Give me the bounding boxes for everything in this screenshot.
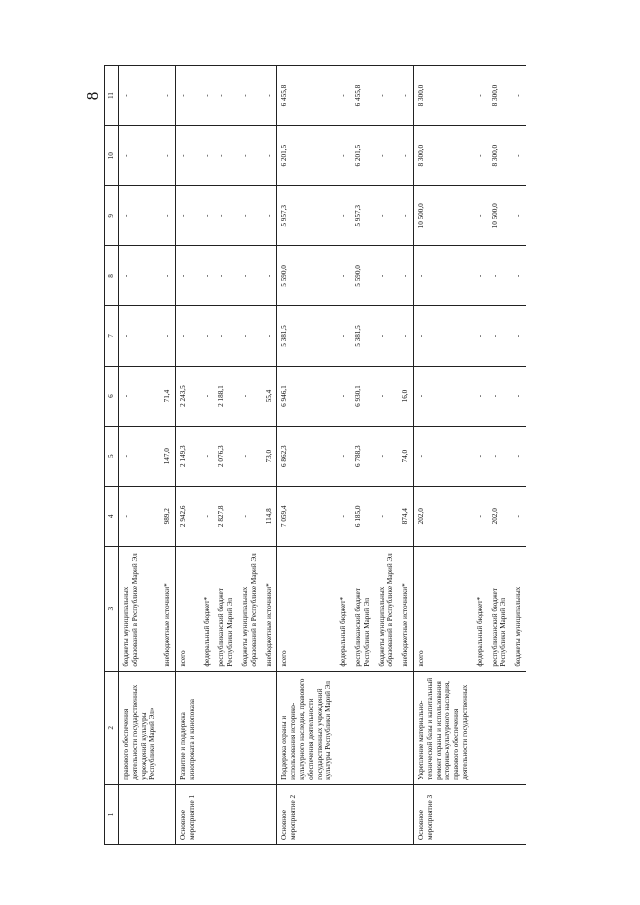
event-name-cell xyxy=(238,671,262,784)
column-header: 3 xyxy=(105,546,119,671)
value-cell: - xyxy=(398,66,413,126)
table-row xyxy=(413,66,472,845)
event-cell xyxy=(473,784,488,844)
table-row xyxy=(262,66,277,845)
value-cell: - xyxy=(511,126,526,186)
value-cell: 10 500,0 xyxy=(413,186,472,246)
value-cell: - xyxy=(175,246,199,306)
value-cell: 2 076,3 xyxy=(214,426,238,486)
value-cell: - xyxy=(488,366,512,426)
value-cell: - xyxy=(160,126,175,186)
funding-source-cell: бюджеты муниципальных образований в Республике Марий Эл xyxy=(119,546,161,671)
event-cell xyxy=(160,784,175,844)
value-cell: 6 930,1 xyxy=(351,366,375,426)
table-row xyxy=(488,66,512,845)
value-cell: - xyxy=(473,366,488,426)
value-cell: - xyxy=(398,306,413,366)
event-cell xyxy=(336,784,351,844)
event-name-cell: правового обеспечения деятельности государственных учреждений культуры Республики Марий Эл» xyxy=(119,671,161,784)
value-cell: - xyxy=(336,246,351,306)
funding-source-cell: всего xyxy=(277,546,336,671)
value-cell: 5 957,3 xyxy=(351,186,375,246)
value-cell: - xyxy=(375,186,399,246)
event-name-cell xyxy=(488,671,512,784)
value-cell: 8 300,0 xyxy=(488,66,512,126)
value-cell: - xyxy=(238,486,262,546)
value-cell: 6 788,3 xyxy=(351,426,375,486)
event-cell xyxy=(238,784,262,844)
column-header: 5 xyxy=(105,426,119,486)
value-cell: 8 300,0 xyxy=(488,126,512,186)
event-name-cell: Поддержка охраны и использования историко-культурного наследия, правового обеспечения деятельности государственных учреждений культуры Республики Марий Эл xyxy=(277,671,336,784)
event-name-cell xyxy=(214,671,238,784)
value-cell: - xyxy=(238,66,262,126)
value-cell: 8 300,0 xyxy=(413,126,472,186)
value-cell: - xyxy=(511,306,526,366)
rotated-table-area xyxy=(104,65,624,845)
value-cell: 874,4 xyxy=(398,486,413,546)
table-row xyxy=(214,66,238,845)
event-cell xyxy=(200,784,215,844)
value-cell: - xyxy=(488,426,512,486)
value-cell: - xyxy=(214,126,238,186)
value-cell: - xyxy=(398,126,413,186)
value-cell: - xyxy=(473,426,488,486)
value-cell: - xyxy=(262,66,277,126)
value-cell: - xyxy=(413,306,472,366)
value-cell: - xyxy=(511,426,526,486)
event-name-cell xyxy=(160,671,175,784)
value-cell: - xyxy=(119,66,161,126)
funding-source-cell: бюджеты муниципальных образований в Республике Марий Эл xyxy=(375,546,399,671)
value-cell: - xyxy=(175,306,199,366)
value-cell: 6 201,5 xyxy=(277,126,336,186)
event-name-cell xyxy=(200,671,215,784)
value-cell: - xyxy=(413,426,472,486)
value-cell: - xyxy=(200,306,215,366)
event-name-cell xyxy=(398,671,413,784)
column-header: 9 xyxy=(105,186,119,246)
value-cell: - xyxy=(336,126,351,186)
value-cell: - xyxy=(200,366,215,426)
funding-source-cell: федеральный бюджет* xyxy=(336,546,351,671)
value-cell: - xyxy=(238,186,262,246)
funding-source-cell: внебюджетные источники* xyxy=(160,546,175,671)
value-cell: - xyxy=(336,366,351,426)
funding-source-cell: республиканский бюджет Республики Марий Эл xyxy=(214,546,238,671)
value-cell: 6 201,5 xyxy=(351,126,375,186)
column-header: 11 xyxy=(105,66,119,126)
value-cell: - xyxy=(473,126,488,186)
value-cell: - xyxy=(214,306,238,366)
value-cell: - xyxy=(119,246,161,306)
value-cell: 7 059,4 xyxy=(277,486,336,546)
value-cell: 16,0 xyxy=(398,366,413,426)
value-cell: - xyxy=(119,366,161,426)
event-name-cell: Развитие и поддержка кинопроката и кинопоказа xyxy=(175,671,199,784)
table-row xyxy=(238,66,262,845)
budget-table xyxy=(104,65,526,845)
column-header: 6 xyxy=(105,366,119,426)
value-cell: 55,4 xyxy=(262,366,277,426)
value-cell: - xyxy=(336,186,351,246)
value-cell: - xyxy=(119,186,161,246)
event-cell xyxy=(488,784,512,844)
event-cell xyxy=(398,784,413,844)
table-row xyxy=(351,66,375,845)
value-cell: 10 500,0 xyxy=(488,186,512,246)
value-cell: 202,0 xyxy=(488,486,512,546)
value-cell: - xyxy=(375,246,399,306)
value-cell: - xyxy=(336,426,351,486)
value-cell: 5 381,5 xyxy=(351,306,375,366)
event-name-cell xyxy=(511,671,526,784)
event-cell xyxy=(511,784,526,844)
column-header: 4 xyxy=(105,486,119,546)
value-cell: 2 827,8 xyxy=(214,486,238,546)
funding-source-cell: бюджеты муниципальных образований в Республике Марий Эл xyxy=(238,546,262,671)
value-cell: - xyxy=(511,366,526,426)
value-cell: - xyxy=(413,246,472,306)
event-name-cell xyxy=(473,671,488,784)
value-cell: - xyxy=(473,66,488,126)
value-cell: 6 455,8 xyxy=(351,66,375,126)
funding-source-cell: внебюджетные источники* xyxy=(398,546,413,671)
column-header: 1 xyxy=(105,784,119,844)
value-cell: - xyxy=(336,66,351,126)
value-cell: - xyxy=(375,366,399,426)
value-cell: 6 862,3 xyxy=(277,426,336,486)
value-cell: 202,0 xyxy=(413,486,472,546)
table-row xyxy=(398,66,413,845)
value-cell: - xyxy=(238,126,262,186)
value-cell: - xyxy=(473,246,488,306)
value-cell: - xyxy=(262,246,277,306)
event-name-cell: Укрепление материально-технической базы и капитальный ремонт охраны и использования историко-культурного наследия, правового обеспечения деятельности государственных xyxy=(413,671,472,784)
event-cell xyxy=(375,784,399,844)
value-cell: 73,0 xyxy=(262,426,277,486)
value-cell: - xyxy=(160,66,175,126)
funding-source-cell: бюджеты муниципальных xyxy=(511,546,526,671)
value-cell: - xyxy=(473,486,488,546)
event-cell: Основное мероприятие 3 xyxy=(413,784,472,844)
value-cell: 2 942,6 xyxy=(175,486,199,546)
value-cell: 71,4 xyxy=(160,366,175,426)
event-cell xyxy=(351,784,375,844)
value-cell: - xyxy=(488,246,512,306)
value-cell: 5 381,5 xyxy=(277,306,336,366)
value-cell: 8 300,0 xyxy=(413,66,472,126)
value-cell: - xyxy=(238,366,262,426)
event-cell xyxy=(119,784,161,844)
value-cell: - xyxy=(119,126,161,186)
table-row xyxy=(119,66,161,845)
table-body xyxy=(119,66,526,845)
page-number: 8 xyxy=(83,91,102,101)
value-cell: - xyxy=(200,66,215,126)
value-cell: - xyxy=(473,186,488,246)
table-row xyxy=(200,66,215,845)
value-cell: 114,8 xyxy=(262,486,277,546)
value-cell: - xyxy=(398,246,413,306)
value-cell: - xyxy=(200,486,215,546)
column-header: 2 xyxy=(105,671,119,784)
table-row xyxy=(277,66,336,845)
funding-source-cell: республиканский бюджет Республики Марий Эл xyxy=(351,546,375,671)
value-cell: - xyxy=(413,366,472,426)
value-cell: 147,0 xyxy=(160,426,175,486)
value-cell: - xyxy=(511,246,526,306)
value-cell: 5 590,0 xyxy=(351,246,375,306)
value-cell: - xyxy=(175,126,199,186)
value-cell: - xyxy=(200,126,215,186)
funding-source-cell: федеральный бюджет* xyxy=(473,546,488,671)
funding-source-cell: всего xyxy=(413,546,472,671)
funding-source-cell: республиканский бюджет Республики Марий Эл xyxy=(488,546,512,671)
value-cell: - xyxy=(375,486,399,546)
value-cell: - xyxy=(200,186,215,246)
table-row xyxy=(175,66,199,845)
value-cell: - xyxy=(488,306,512,366)
value-cell: 989,2 xyxy=(160,486,175,546)
value-cell: - xyxy=(336,486,351,546)
value-cell: - xyxy=(262,186,277,246)
value-cell: - xyxy=(160,186,175,246)
value-cell: - xyxy=(511,66,526,126)
value-cell: - xyxy=(175,186,199,246)
value-cell: 2 243,5 xyxy=(175,366,199,426)
table-row xyxy=(473,66,488,845)
column-header: 8 xyxy=(105,246,119,306)
value-cell: - xyxy=(375,66,399,126)
value-cell: - xyxy=(473,306,488,366)
value-cell: - xyxy=(119,486,161,546)
value-cell: - xyxy=(214,186,238,246)
column-header: 10 xyxy=(105,126,119,186)
value-cell: - xyxy=(238,246,262,306)
value-cell: - xyxy=(175,66,199,126)
event-name-cell xyxy=(262,671,277,784)
value-cell: - xyxy=(238,306,262,366)
funding-source-cell: внебюджетные источники* xyxy=(262,546,277,671)
event-cell: Основное мероприятие 2 xyxy=(277,784,336,844)
value-cell: - xyxy=(200,246,215,306)
value-cell: - xyxy=(375,426,399,486)
event-cell: Основное мероприятие 1 xyxy=(175,784,199,844)
value-cell: - xyxy=(214,66,238,126)
column-header: 7 xyxy=(105,306,119,366)
event-name-cell xyxy=(375,671,399,784)
value-cell: - xyxy=(375,306,399,366)
event-name-cell xyxy=(336,671,351,784)
value-cell: - xyxy=(262,306,277,366)
header-row xyxy=(105,66,119,845)
table-row xyxy=(336,66,351,845)
value-cell: 5 590,0 xyxy=(277,246,336,306)
event-name-cell xyxy=(351,671,375,784)
value-cell: 74,0 xyxy=(398,426,413,486)
funding-source-cell: всего xyxy=(175,546,199,671)
value-cell: - xyxy=(160,246,175,306)
value-cell: 6 455,8 xyxy=(277,66,336,126)
value-cell: - xyxy=(214,246,238,306)
value-cell: - xyxy=(262,126,277,186)
funding-source-cell: федеральный бюджет* xyxy=(200,546,215,671)
value-cell: - xyxy=(160,306,175,366)
value-cell: - xyxy=(398,186,413,246)
value-cell: - xyxy=(119,426,161,486)
event-cell xyxy=(214,784,238,844)
event-cell xyxy=(262,784,277,844)
value-cell: 6 946,1 xyxy=(277,366,336,426)
value-cell: - xyxy=(200,426,215,486)
table-row xyxy=(160,66,175,845)
value-cell: - xyxy=(375,126,399,186)
value-cell: 2 188,1 xyxy=(214,366,238,426)
table-row xyxy=(375,66,399,845)
value-cell: - xyxy=(336,306,351,366)
value-cell: - xyxy=(511,186,526,246)
value-cell: - xyxy=(511,486,526,546)
value-cell: 2 149,3 xyxy=(175,426,199,486)
table-row xyxy=(511,66,526,845)
value-cell: - xyxy=(238,426,262,486)
value-cell: 6 185,0 xyxy=(351,486,375,546)
value-cell: - xyxy=(119,306,161,366)
value-cell: 5 957,3 xyxy=(277,186,336,246)
